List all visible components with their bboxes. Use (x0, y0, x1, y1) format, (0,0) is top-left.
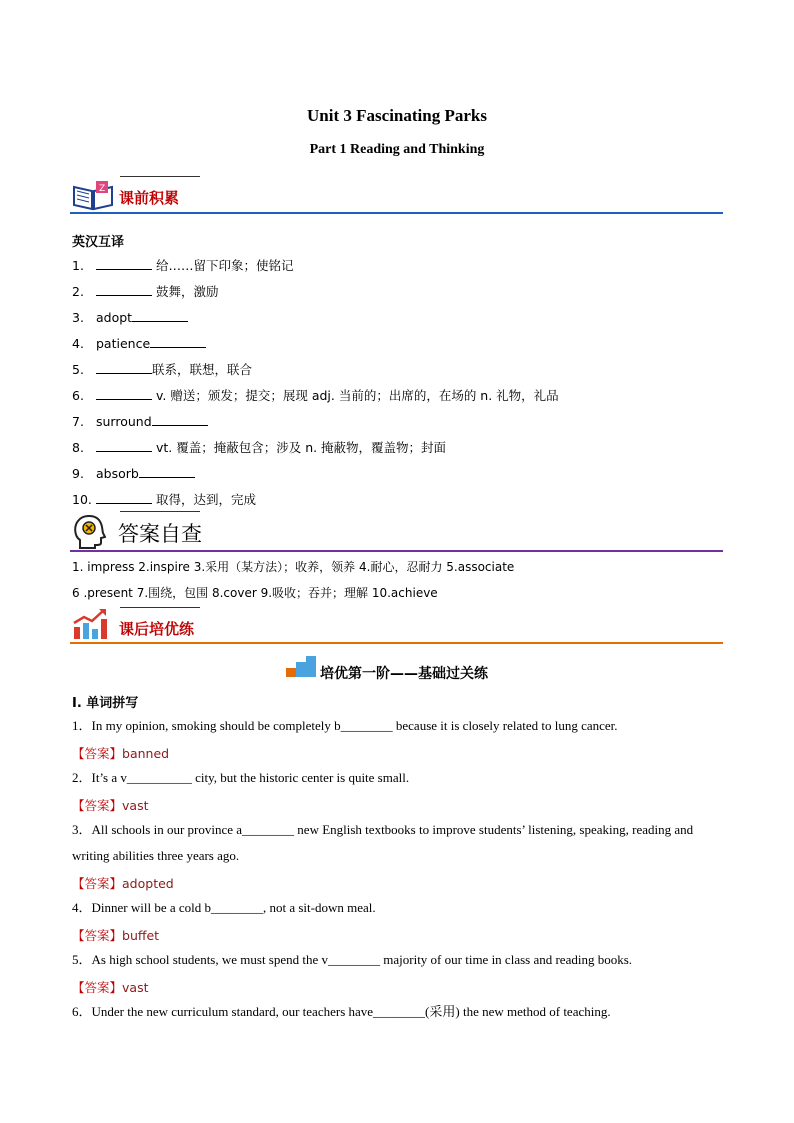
vocab-word: patience (96, 336, 151, 351)
svg-text:Z: Z (99, 184, 106, 194)
vocab-number: 3. (72, 310, 84, 325)
answer-tag: 【答案】 (72, 928, 123, 943)
book-icon (72, 179, 114, 211)
answer-blank[interactable] (96, 362, 152, 374)
subheading-translation: 英汉互译 (72, 235, 125, 250)
vocab-item (72, 336, 206, 352)
answer-blank[interactable] (96, 258, 152, 270)
vocab-meaning: vt. 覆盖；掩蔽包含；涉及 n. 掩蔽物，覆盖物；封面 (152, 440, 447, 455)
part-heading: I. 单词拼写 (72, 696, 139, 711)
question-text: 2．It’s a v__________ city, but the historic center is quite small. (72, 770, 410, 785)
answer-value: banned (122, 746, 170, 761)
vocab-item (72, 362, 252, 378)
vocab-number: 6. (72, 388, 84, 403)
question-text: 6．Under the new curriculum standard, our teachers have________(采用) the new method of teaching. (72, 1004, 611, 1019)
answer-value: vast (122, 798, 149, 813)
answer-key (72, 978, 149, 996)
answer-tag: 【答案】 (72, 746, 123, 761)
vocab-number: 9. (72, 466, 84, 481)
vocab-number: 10. (72, 492, 92, 507)
section-label: 答案自查 (118, 522, 202, 546)
section-header-after-class (70, 605, 723, 645)
answer-tag: 【答案】 (72, 798, 123, 813)
page-title: Unit 3 Fascinating Parks (307, 106, 487, 125)
answer-value: adopted (122, 876, 174, 891)
answer-key (72, 796, 149, 814)
vocab-number: 7. (72, 414, 84, 429)
section-header-pre-study (70, 173, 723, 215)
growth-chart-icon (72, 607, 108, 641)
question-text: 3．All schools in our province a________ new English textbooks to improve students’ listening, speaking, reading and writing abilities three years ago. (72, 822, 694, 863)
answer-blank[interactable] (96, 388, 152, 400)
answer-blank[interactable] (96, 492, 152, 504)
answer-blank[interactable] (152, 414, 208, 426)
vocab-number: 1. (72, 258, 84, 273)
level-title: 培优第一阶——基础过关练 (320, 666, 488, 682)
answer-blank[interactable] (96, 440, 152, 452)
answer-blank[interactable] (150, 336, 206, 348)
section-label: 课后培优练 (119, 620, 195, 638)
page-subtitle: Part 1 Reading and Thinking (309, 142, 485, 157)
vocab-meaning: v. 赠送；颁发；提交；展现 adj. 当前的；出席的，在场的 n. 礼物，礼品 (152, 388, 559, 403)
answer-line-1: 1. impress 2.inspire 3.采用（某方法）；收养，领养 4.耐心，忍耐力 5.associate (72, 560, 515, 574)
vocab-item (72, 466, 195, 482)
question-text: 1．In my opinion, smoking should be completely b________ because it is closely related to lung cancer. (72, 718, 618, 733)
vocab-item (72, 284, 218, 300)
vocab-word: absorb (96, 466, 139, 481)
vocab-item (72, 388, 559, 404)
vocab-item (72, 258, 293, 274)
vocab-word: surround (96, 414, 152, 429)
vocab-word: adopt (96, 310, 133, 325)
vocab-item (72, 492, 256, 508)
steps-icon (286, 656, 316, 678)
vocab-meaning: 鼓舞，激励 (152, 284, 219, 299)
answer-value: buffet (122, 928, 160, 943)
vocab-item (72, 414, 208, 430)
answer-tag: 【答案】 (72, 876, 123, 891)
vocab-number: 5. (72, 362, 84, 377)
vocab-number: 8. (72, 440, 84, 455)
question-text: 5．As high school students, we must spend the v________ majority of our time in class and reading books. (72, 952, 633, 967)
vocab-item (72, 310, 188, 326)
answer-key (72, 874, 174, 892)
section-header-answer-check (70, 508, 723, 552)
answer-blank[interactable] (132, 310, 188, 322)
answer-blank[interactable] (96, 284, 152, 296)
vocab-meaning: 联系，联想，联合 (152, 362, 253, 377)
section-label: 课前积累 (119, 189, 180, 207)
vocab-meaning: 取得，达到，完成 (152, 492, 256, 507)
answer-line-2: 6 .present 7.围绕，包围 8.cover 9.吸收；吞并；理解 10.achieve (72, 586, 438, 600)
answer-blank[interactable] (139, 466, 195, 478)
vocab-number: 4. (72, 336, 84, 351)
vocab-number: 2. (72, 284, 84, 299)
answer-key (72, 926, 159, 944)
answer-value: vast (122, 980, 149, 995)
vocab-meaning: 给……留下印象；使铭记 (152, 258, 294, 273)
answer-tag: 【答案】 (72, 980, 123, 995)
answer-key (72, 744, 169, 762)
vocab-item (72, 440, 446, 456)
thinking-head-icon (72, 512, 106, 550)
question-text: 4．Dinner will be a cold b________, not a sit-down meal. (72, 900, 376, 915)
